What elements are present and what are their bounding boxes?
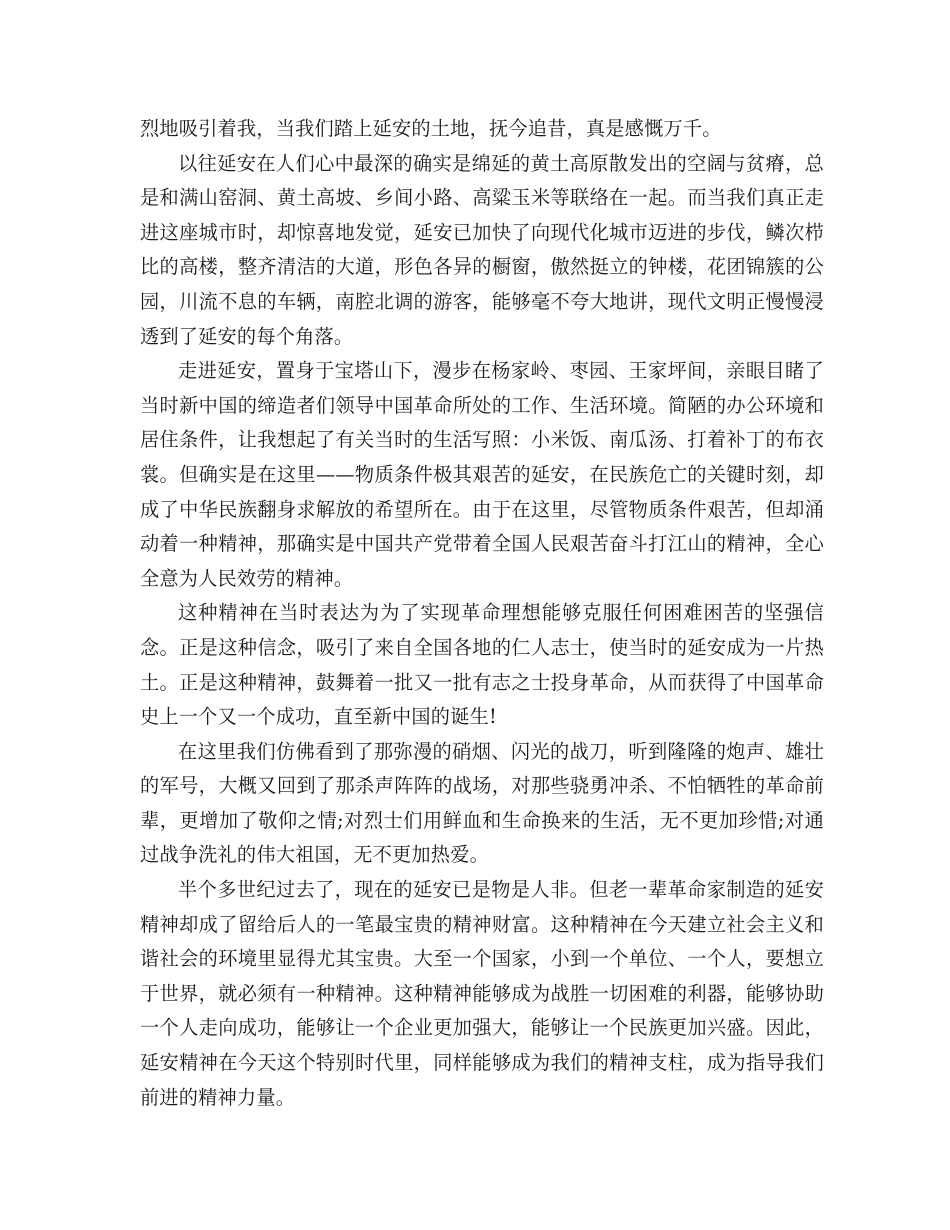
paragraph-battlefield: 在这里我们仿佛看到了那弥漫的硝烟、闪光的战刀，听到隆隆的炮声、雄壮的军号，大概又回到了那杀声阵阵的战场，对那些骁勇冲杀、不怕牺牲的革命前辈，更增加了敬仰之情;对烈士们用鲜血和生命换来的生活，无不更加珍惜;对通过战争洗礼的伟大祖国，无不更加热爱。 [140, 739, 824, 867]
paragraph-continuation: 烈地吸引着我，当我们踏上延安的土地，抚今追昔，真是感慨万千。 [140, 117, 722, 140]
paragraph-spiritual-wealth: 半个多世纪过去了，现在的延安已是物是人非。但老一辈革命家制造的延安精神却成了留给后人的一笔最宝贵的精神财富。这种精神在今天建立社会主义和谐社会的环境里显得尤其宝贵。大至一个国家，小到一个单位、一个人，要想立于世界，就必须有一种精神。这种精神能够成为战胜一切困难的利器，能够协助一个人走向成功，能够让一个企业更加强大，能够让一个民族更加兴盛。因此，延安精神在今天这个特别时代里，同样能够成为我们的精神支柱，成为指导我们前进的精神力量。 [140, 878, 824, 1109]
paragraph-revolutionary-sites: 走进延安，置身于宝塔山下，漫步在杨家岭、枣园、王家坪间，亲眼目睹了当时新中国的缔造者们领导中国革命所处的工作、生活环境。简陋的办公环境和居住条件，让我想起了有关当时的生活写照：小米饭、南瓜汤、打着补丁的布衣裳。但确实是在这里——物质条件极其艰苦的延安，在民族危亡的关键时刻，却成了中华民族翻身求解放的希望所在。由于在这里，尽管物质条件艰苦，但却涌动着一种精神，那确实是中国共产党带着全国人民艰苦奋斗打江山的精神，全心全意为人民效劳的精神。 [140, 359, 824, 590]
document-page [140, 112, 824, 1115]
paragraph-spirit-belief: 这种精神在当时表达为为了实现革命理想能够克服任何困难困苦的坚强信念。正是这种信念，吸引了来自全国各地的仁人志士，使当时的延安成为一片热土。正是这种精神，鼓舞着一批又一批有志之士投身革命，从而获得了中国革命史上一个又一个成功，直至新中国的诞生! [140, 601, 824, 729]
paragraph-yanan-impression: 以往延安在人们心中最深的确实是绵延的黄土高原散发出的空阔与贫瘠，总是和满山窑洞、黄土高坡、乡间小路、高粱玉米等联络在一起。而当我们真正走进这座城市时，却惊喜地发觉，延安已加快了向现代化城市迈进的步伐，鳞次栉比的高楼，整齐清洁的大道，形色各异的橱窗，傲然挺立的钟楼，花团锦簇的公园，川流不息的车辆，南腔北调的游客，能够毫不夸大地讲，现代文明正慢慢浸透到了延安的每个角落。 [140, 151, 824, 348]
